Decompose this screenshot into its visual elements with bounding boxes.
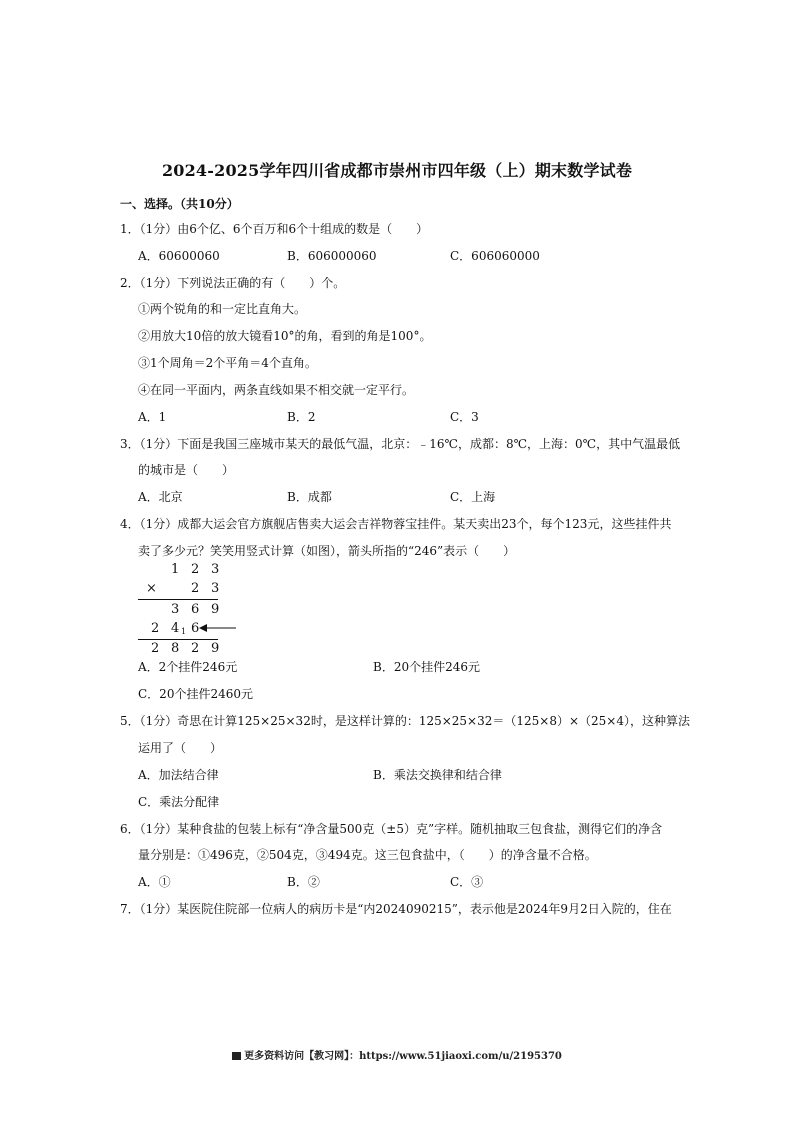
q4-option-a: A．2个挂件246元 [138, 660, 238, 674]
q2-option-a: A．1 [138, 410, 167, 424]
question-6-cont: 量分别是：①496克，②504克，③494克。这三包食盐中，（ ）的净含量不合格。 [138, 848, 597, 862]
q1-option-c: C．606060000 [450, 249, 540, 263]
q6-option-a: A．① [138, 875, 171, 889]
q2-option-b: B．2 [287, 410, 316, 424]
q5-option-a: A．加法结合律 [138, 768, 219, 782]
q4-option-b: B．20个挂件246元 [373, 660, 480, 674]
q1-option-a: A．60600060 [138, 249, 220, 263]
q2-statement-2: ②用放大10倍的放大镜看10°的角，看到的角是100°。 [138, 329, 432, 343]
digit: 6 [191, 602, 200, 617]
digit: 4 [171, 621, 180, 636]
flag-icon [232, 1052, 241, 1060]
q1-option-b: B．606000060 [287, 249, 377, 263]
q2-statement-4: ④在同一平面内，两条直线如果不相交就一定平行。 [138, 383, 415, 397]
q2-statement-1: ①两个锐角的和一定比直角大。 [138, 302, 307, 316]
question-3-cont: 的城市是（ ） [138, 463, 235, 477]
footer-text[interactable]: 更多资料访问【教习网】：https://www.51jiaoxi.com/u/2195370 [244, 1051, 562, 1062]
question-3: 3．（1分）下面是我国三座城市某天的最低气温，北京：﹣16℃，成都：8℃，上海：0℃，其中气温最低 [120, 437, 681, 451]
digit: 2 [191, 581, 200, 596]
question-1: 1．（1分）由6个亿、6个百万和6个十组成的数是（ ） [120, 222, 429, 236]
q6-option-b: B．② [287, 875, 320, 889]
rule-line [138, 599, 218, 600]
digit: 1 [171, 562, 180, 577]
digit: 2 [191, 641, 200, 656]
question-4: 4．（1分）成都大运会官方旗舰店售卖大运会吉祥物蓉宝挂件。某天卖出23个，每个123元，这些挂件共 [120, 517, 672, 531]
question-2: 2．（1分）下列说法正确的有（ ）个。 [120, 276, 346, 290]
rule-line [138, 639, 218, 640]
question-7: 7．（1分）某医院住院部一位病人的病历卡是“内2024090215”，表示他是2024年9月2日入院的，住在 [120, 902, 672, 916]
digit: 8 [171, 641, 180, 656]
digit: 2 [151, 641, 160, 656]
q3-option-b: B．成都 [287, 490, 332, 504]
q3-option-a: A．北京 [138, 490, 183, 504]
q2-statement-3: ③1个周角＝2个平角＝4个直角。 [138, 356, 317, 370]
q4-option-c: C．20个挂件2460元 [138, 687, 253, 701]
digit: 3 [211, 562, 220, 577]
arrow-left-icon [198, 621, 238, 635]
digit: 2 [191, 562, 200, 577]
q6-option-c: C．③ [450, 875, 484, 889]
question-4-cont: 卖了多少元？笑笑用竖式计算（如图），箭头所指的“246”表示（ ） [138, 544, 516, 558]
carry-digit: 1 [181, 627, 187, 636]
q5-option-b: B．乘法交换律和结合律 [373, 768, 502, 782]
digit: 3 [211, 581, 220, 596]
question-6: 6．（1分）某种食盐的包装上标有“净含量500克（±5）克”字样。随机抽取三包食盐，测得它们的净含 [120, 822, 663, 836]
digit: 6 [191, 621, 200, 636]
vertical-multiplication [138, 562, 248, 656]
q5-option-c: C．乘法分配律 [138, 795, 220, 809]
q2-option-c: C．3 [450, 410, 479, 424]
page-title: 2024-2025学年四川省成都市崇州市四年级（上）期末数学试卷 [161, 161, 633, 180]
digit: 3 [171, 602, 180, 617]
footer-link[interactable] [0, 1047, 794, 1062]
digit: 9 [211, 641, 220, 656]
multiply-sign: × [146, 581, 157, 596]
question-5: 5．（1分）奇思在计算125×25×32时，是这样计算的：125×25×32＝（125×8）×（25×4），这种算法 [120, 714, 690, 728]
question-5-cont: 运用了（ ） [138, 741, 223, 755]
section-heading: 一、选择。（共10分） [120, 197, 239, 211]
q3-option-c: C．上海 [450, 490, 496, 504]
digit: 9 [211, 602, 220, 617]
digit: 2 [151, 621, 160, 636]
